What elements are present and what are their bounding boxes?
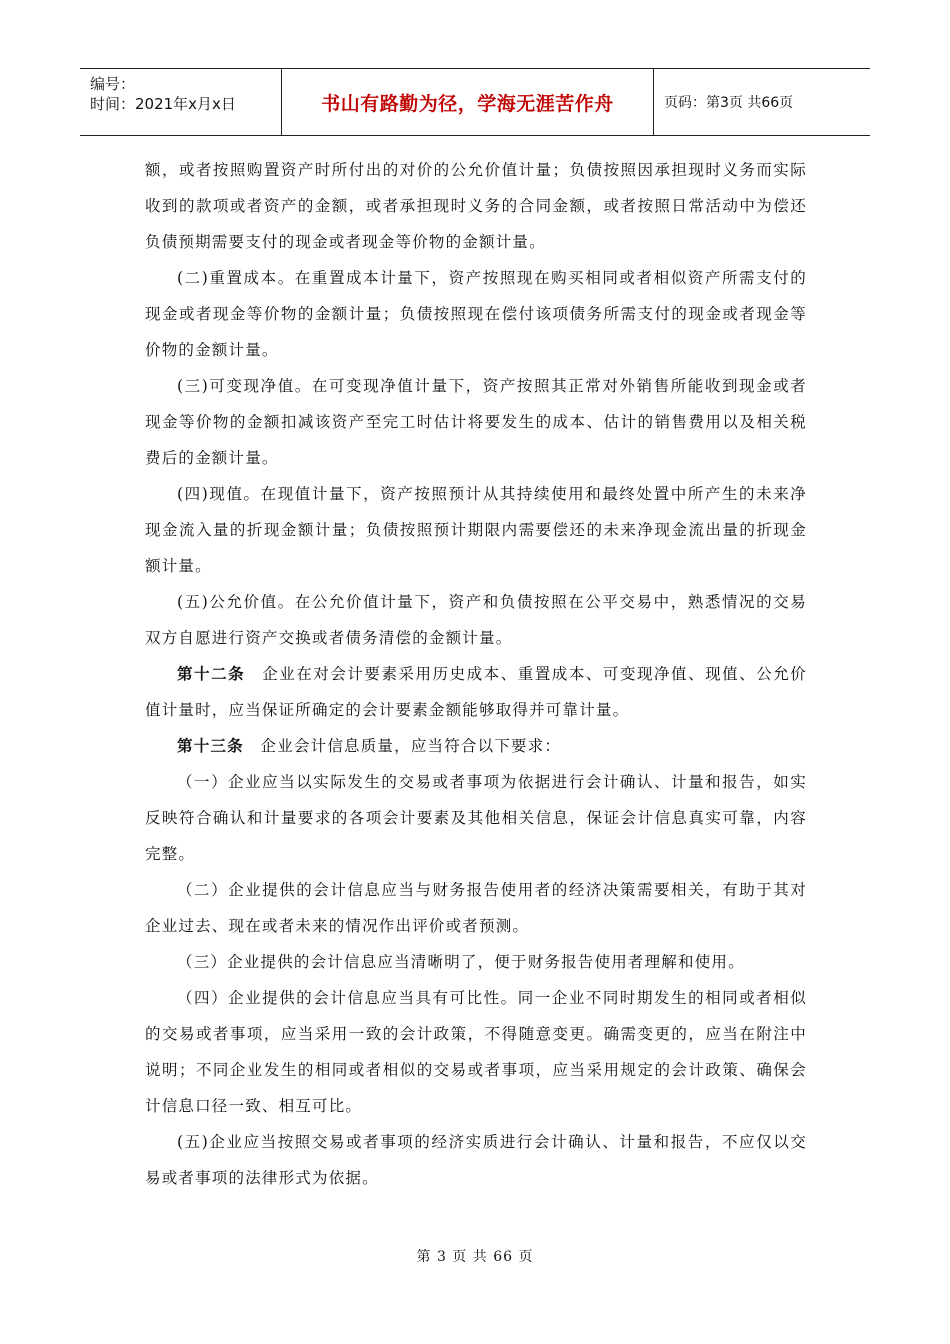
document-number-label: 编号：	[90, 75, 136, 93]
article-number: 第十二条	[177, 664, 246, 683]
paragraph: (三)可变现净值。在可变现净值计量下，资产按照其正常对外销售所能收到现金或者现金等价物的金额扣减该资产至完工时估计将要发生的成本、估计的销售费用以及相关税费后的金额计量。	[145, 377, 807, 467]
paragraph: （一）企业应当以实际发生的交易或者事项为依据进行会计确认、计量和报告，如实反映符合确认和计量要求的各项会计要素及其他相关信息，保证会计信息真实可靠，内容完整。	[145, 773, 807, 863]
header-info-cell	[80, 69, 282, 135]
page-footer: 第 3 页 共 66 页	[416, 1249, 534, 1265]
header-page-cell	[654, 69, 870, 135]
paragraph: (五)公允价值。在公允价值计量下，资产和负债按照在公平交易中，熟悉情况的交易双方自愿进行资产交换或者债务清偿的金额计量。	[145, 593, 807, 647]
article-text: 企业会计信息质量，应当符合以下要求：	[260, 737, 562, 755]
article-paragraph	[145, 728, 807, 764]
article-paragraph	[145, 656, 807, 728]
header-page-code: 页码：第3页 共66页	[664, 95, 794, 111]
document-date-label: 时间：2021年x月x日	[90, 95, 236, 113]
header-motto: 书山有路勤为径，学海无涯苦作舟	[321, 92, 614, 115]
article-text: 企业在对会计要素采用历史成本、重置成本、可变现净值、现值、公允价值计量时，应当保证所确定的会计要素金额能够取得并可靠计量。	[145, 665, 808, 719]
paragraph: (二)重置成本。在重置成本计量下，资产按照现在购买相同或者相似资产所需支付的现金或者现金等价物的金额计量；负债按照现在偿付该项债务所需支付的现金或者现金等价物的金额计量。	[145, 269, 807, 359]
paragraph: 额，或者按照购置资产时所付出的对价的公允价值计量；负债按照因承担现时义务而实际收到的款项或者资产的金额，或者承担现时义务的合同金额，或者按照日常活动中为偿还负债预期需要支付的现金或者现金等价物的金额计量。	[145, 161, 807, 251]
paragraph: （三）企业提供的会计信息应当清晰明了，便于财务报告使用者理解和使用。	[177, 953, 745, 971]
document-body	[145, 152, 807, 1196]
article-number: 第十三条	[177, 736, 244, 755]
paragraph: (四)现值。在现值计量下，资产按照预计从其持续使用和最终处置中所产生的未来净现金流入量的折现金额计量；负债按照预计期限内需要偿还的未来净现金流出量的折现金额计量。	[145, 485, 807, 575]
paragraph: (五)企业应当按照交易或者事项的经济实质进行会计确认、计量和报告，不应仅以交易或者事项的法律形式为依据。	[145, 1133, 807, 1187]
paragraph: （二）企业提供的会计信息应当与财务报告使用者的经济决策需要相关，有助于其对企业过去、现在或者未来的情况作出评价或者预测。	[145, 881, 807, 935]
header-motto-cell	[282, 69, 654, 135]
page-header	[80, 68, 870, 136]
paragraph: （四）企业提供的会计信息应当具有可比性。同一企业不同时期发生的相同或者相似的交易或者事项，应当采用一致的会计政策，不得随意变更。确需变更的，应当在附注中说明；不同企业发生的相同或者相似的交易或者事项，应当采用规定的会计政策、确保会计信息口径一致、相互可比。	[145, 989, 807, 1115]
